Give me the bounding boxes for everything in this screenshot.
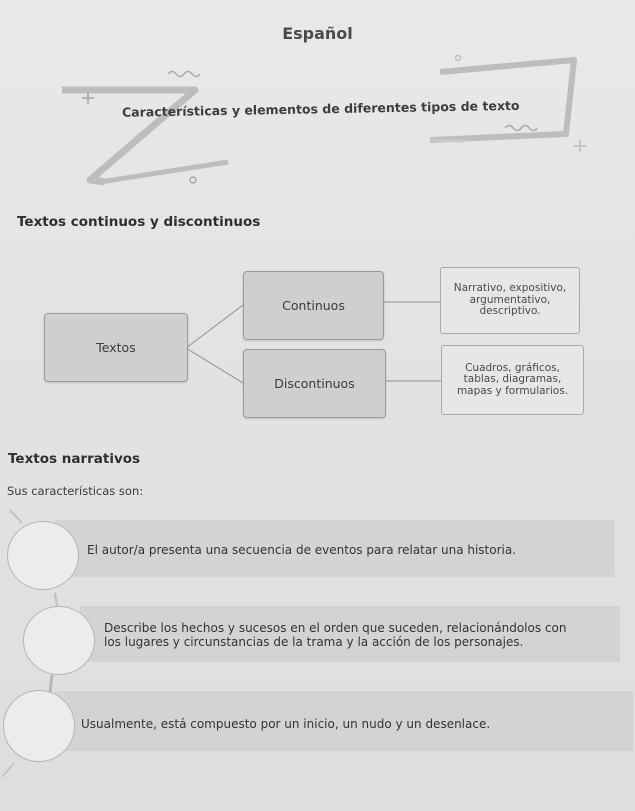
diagram-desc-continuos <box>440 267 580 334</box>
features-intro: Sus características son: <box>7 484 144 498</box>
feature-bullet-circle <box>7 521 79 590</box>
desc-line: Narrativo, expositivo, <box>453 282 567 295</box>
desc-line: argumentativo, <box>469 293 551 306</box>
section-heading-continuos: Textos continuos y discontinuos <box>17 214 261 230</box>
diagram-node-discontinuos <box>243 349 386 418</box>
banner-frame <box>0 50 635 200</box>
feature-line: los lugares y circunstancias de la trama y la acción de los personajes. <box>104 635 524 649</box>
feature-text-2 <box>104 621 566 649</box>
feature-bullet-circle <box>23 606 95 675</box>
diagram-root-textos <box>44 313 188 382</box>
feature-line: Usualmente, está compuesto por un inicio, un nudo y un desenlace. <box>81 717 491 731</box>
desc-line: descriptivo. <box>479 305 541 318</box>
feature-text-3 <box>81 717 490 731</box>
diagram-desc-discontinuos <box>441 345 584 415</box>
feature-text-1 <box>87 543 516 557</box>
subject-title: Español <box>282 24 353 43</box>
desc-line: mapas y formularios. <box>456 384 569 397</box>
feature-bullet-circle <box>3 690 75 762</box>
desc-line: tablas, diagramas, <box>463 373 562 386</box>
diagram-node-continuos <box>243 271 384 340</box>
section-heading-narrativos: Textos narrativos <box>8 451 141 467</box>
feature-line: El autor/a presenta una secuencia de eventos para relatar una historia. <box>87 543 517 557</box>
diagram-node-label: Discontinuos <box>274 376 355 391</box>
feature-line: Describe los hechos y sucesos en el orden que suceden, relacionándolos con <box>104 621 567 635</box>
desc-line: Cuadros, gráficos, <box>465 361 560 374</box>
banner-title: Características y elementos de diferentes tipos de texto <box>121 97 520 120</box>
diagram-root-label: Textos <box>96 340 136 355</box>
diagram-node-label: Continuos <box>282 298 345 313</box>
